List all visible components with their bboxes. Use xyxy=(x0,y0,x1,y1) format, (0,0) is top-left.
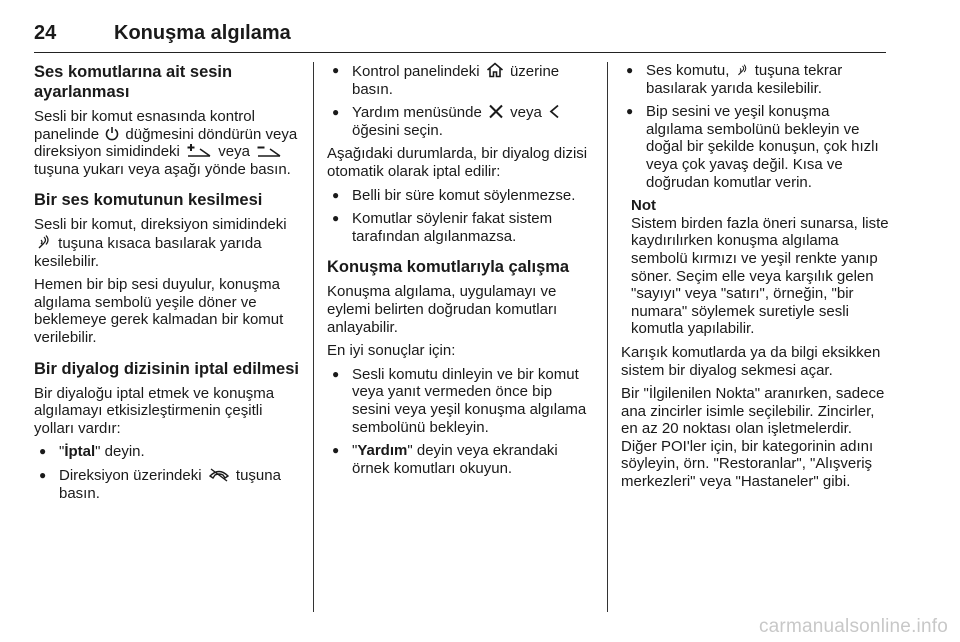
volume-up-icon xyxy=(186,143,212,158)
text: Yardım menüsünde xyxy=(352,104,482,122)
close-icon xyxy=(488,104,504,119)
bullet-list xyxy=(327,187,594,246)
voice-command-icon xyxy=(736,63,749,77)
note-box xyxy=(621,197,889,338)
text: Ses komutu, xyxy=(646,62,730,79)
list-item: ● Bip sesini ve yeşil konuşma algılama sembolünü bekleyin ve doğal bir şekilde konuşun, çok hızlı veya çok yavaş değil. Kısa ve doğrudan komutlar verin. xyxy=(621,103,889,191)
list-item xyxy=(621,62,889,97)
column-divider xyxy=(607,62,608,612)
paragraph: Aşağıdaki durumlarda, bir diyalog dizisi otomatik olarak iptal edilir: xyxy=(327,145,588,180)
text: Kontrol panelindeki xyxy=(352,63,480,80)
column-3 xyxy=(621,62,889,497)
section-heading-cancel: Bir diyalog dizisinin iptal edilmesi xyxy=(34,359,299,378)
bold-text: Yardım xyxy=(357,442,408,460)
list-item xyxy=(327,442,594,477)
list-item: ● Sesli komutu dinleyin ve bir komut veya yanıt vermeden önce bip sesini veya yeşil konuşma algılama sembolünü bekleyin. xyxy=(327,366,594,436)
watermark: carmanualsonline.info xyxy=(758,616,948,637)
paragraph: Karışık komutlarda ya da bilgi eksikken sistem bir diyalog sekmesi açar. xyxy=(621,343,881,379)
paragraph: Hemen bir bip sesi duyulur, konuşma algılama sembolü yeşile döner ve beklemeye gerek kalmadan bir komut verilebilir. xyxy=(34,276,284,346)
text: öğesini seçin. xyxy=(352,121,443,139)
list-item xyxy=(34,443,302,461)
paragraph xyxy=(34,108,302,178)
text: tuşuna tekrar basılarak yarıda kesilebilir. xyxy=(646,62,843,97)
text: tuşuna kısaca basılarak yarıda kesilebilir. xyxy=(34,234,262,270)
column-divider xyxy=(313,62,314,612)
text: Sesli bir komut esnasında kontrol panelinde xyxy=(34,108,255,143)
page-number: 24 xyxy=(34,22,57,44)
text: Sesli bir komut, direksiyon simidindeki xyxy=(34,216,287,234)
text: veya xyxy=(218,143,250,161)
text: " xyxy=(352,442,358,460)
voice-command-icon xyxy=(36,234,52,250)
column-2 xyxy=(327,62,594,483)
section-heading-commands: Konuşma komutlarıyla çalışma xyxy=(327,258,570,277)
section-heading-interrupt: Bir ses komutunun kesilmesi xyxy=(34,191,263,210)
phone-hangup-icon xyxy=(208,467,230,482)
bullet-list xyxy=(327,366,594,478)
list-item xyxy=(327,62,594,98)
page-header xyxy=(34,22,886,53)
text: " xyxy=(59,443,65,461)
text: üzerine basın. xyxy=(352,63,560,98)
bullet-list xyxy=(621,62,889,191)
home-icon xyxy=(486,62,504,78)
paragraph: Bir "İlgilenilen Nokta" aranırken, sadece ana zincirler isimle seçilebilir. Zincirler, en az 20 noktası olan işletmelerdir. Diğer POI'ler için, bir kategorinin adını söyleyin, örn. "Restoranlar", "Alışveriş merkezleri" veya "Hastaneler" gibi. xyxy=(621,385,885,491)
text: veya xyxy=(510,104,542,122)
note-title: Not xyxy=(631,197,656,215)
page-title: Konuşma algılama xyxy=(114,22,291,44)
note-text: Sistem birden fazla öneri sunarsa, liste kaydırılırken konuşma algılama sembolü kırmızı ve yeşil renkte yanıp söner. Seçim elle veya karşılık gelen "sayıyı" veya "satırı", örneğin, "bir numara" söylemek suretiyle sesli komutla yapılabilir. xyxy=(631,214,889,338)
paragraph xyxy=(34,216,302,270)
bullet-list xyxy=(34,443,302,502)
text: tuşuna yukarı veya aşağı yönde basın. xyxy=(34,160,291,178)
text: tuşuna basın. xyxy=(59,466,281,502)
list-item: ● Belli bir süre komut söylenmezse. xyxy=(327,187,594,205)
paragraph: Bir diyaloğu iptal etmek ve konuşma algılamayı etkisizleştirmenin çeşitli yolları vardır: xyxy=(34,384,275,437)
back-chevron-icon xyxy=(548,104,560,119)
section-heading-volume: Ses komutlarına ait sesin ayarlanması xyxy=(34,63,233,101)
list-item: ● Komutlar söylenir fakat sistem tarafından algılanmazsa. xyxy=(327,210,594,245)
paragraph: Konuşma algılama, uygulamayı ve eylemi belirten doğrudan komutları anlayabilir. xyxy=(327,283,558,336)
volume-down-icon xyxy=(256,143,282,158)
list-item xyxy=(34,467,302,502)
text: Direksiyon üzerindeki xyxy=(59,466,202,484)
list-item xyxy=(327,104,594,139)
power-knob-icon xyxy=(105,126,119,141)
text: " deyin veya ekrandaki örnek komutları okuyun. xyxy=(352,442,558,477)
paragraph: En iyi sonuçlar için: xyxy=(327,342,456,360)
text: düğmesini döndürün veya direksiyon simidindeki xyxy=(34,125,298,161)
bold-text: İptal xyxy=(64,443,96,461)
text: " deyin. xyxy=(95,443,145,461)
column-1 xyxy=(34,62,302,508)
bullet-list xyxy=(327,62,594,139)
